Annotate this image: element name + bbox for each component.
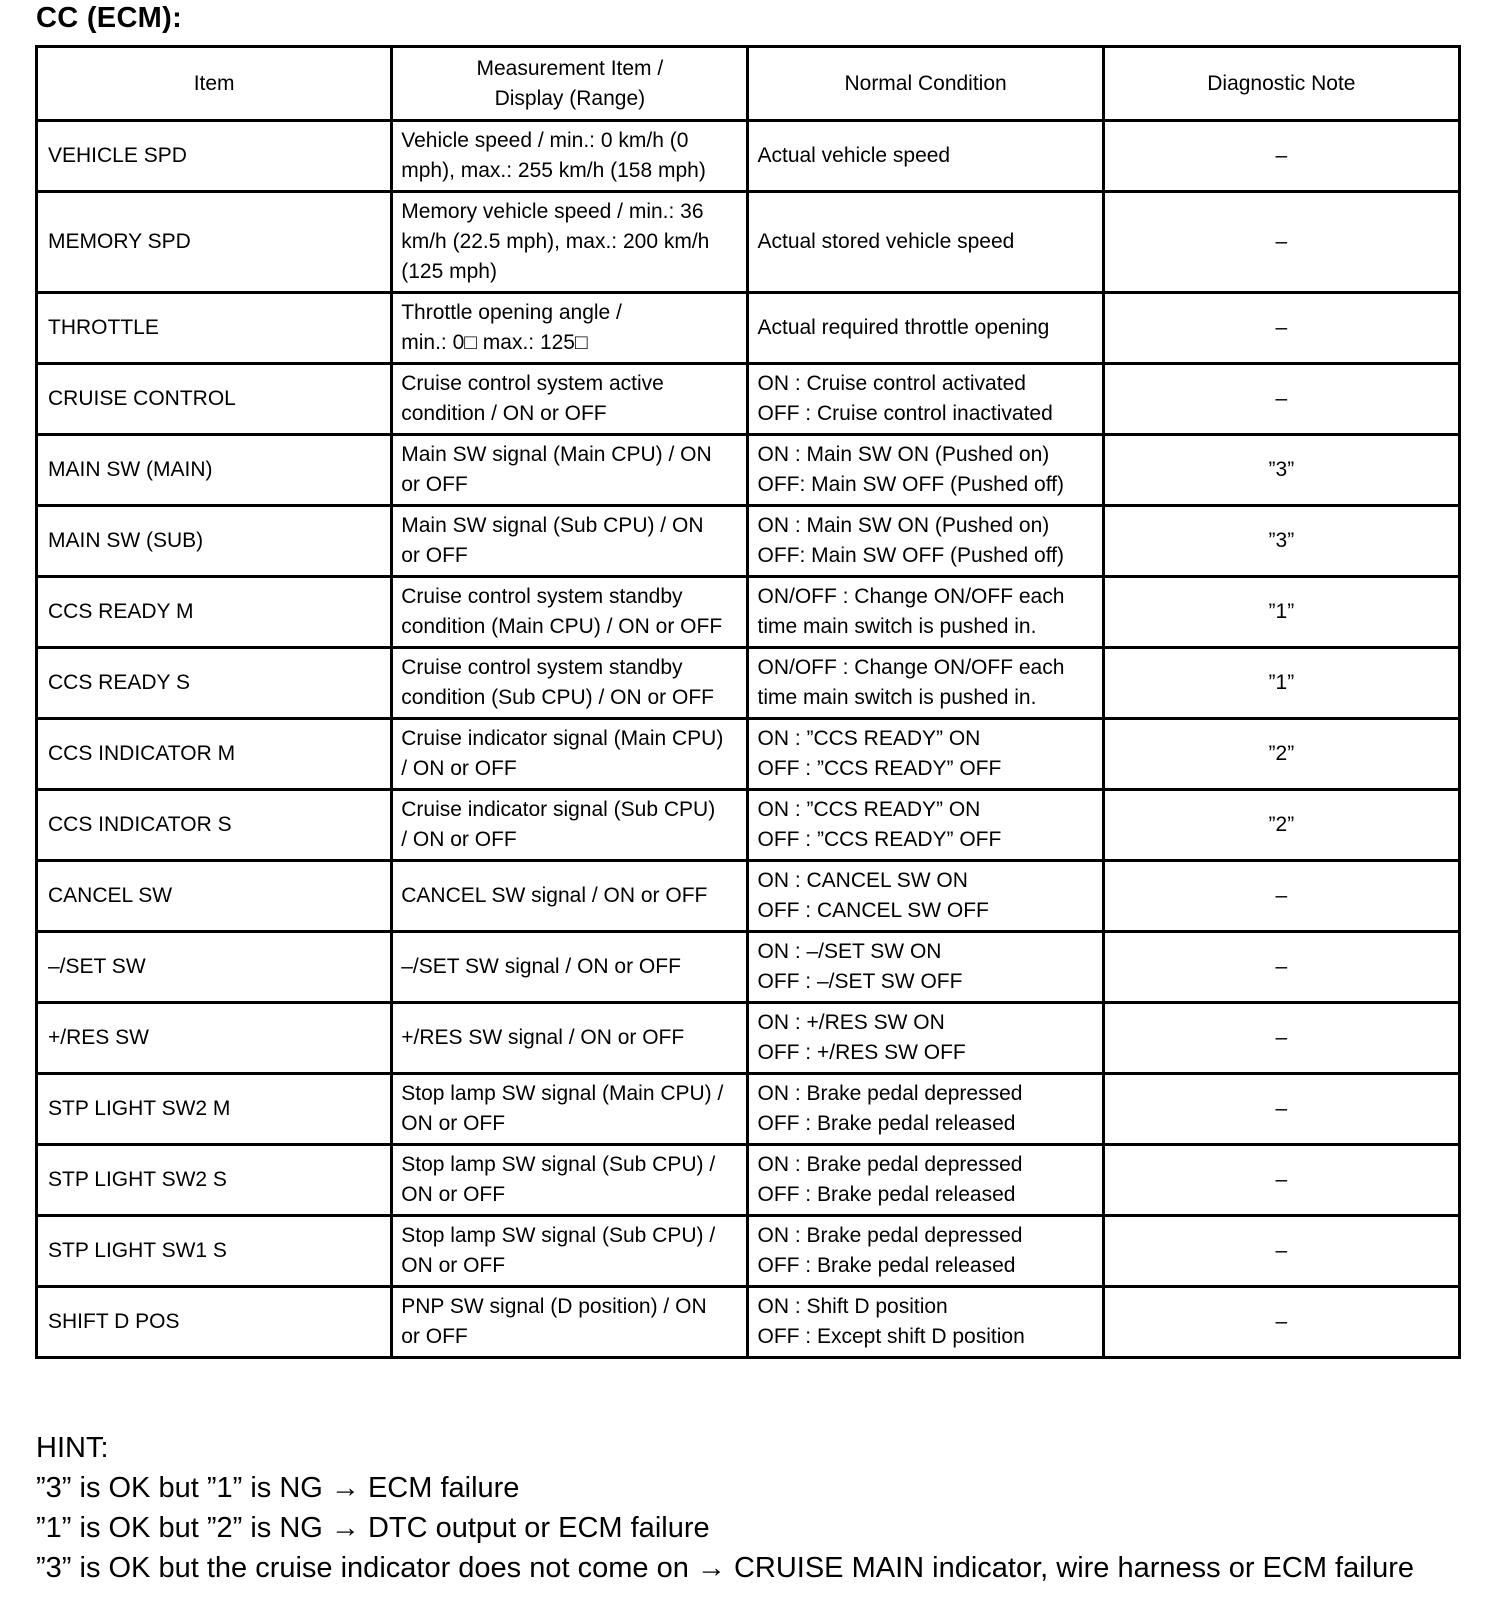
normal-condition-line: time main switch is pushed in.	[757, 686, 1037, 709]
normal-condition-line: ON : Shift D position	[757, 1295, 948, 1318]
measurement-line: Stop lamp SW signal (Sub CPU) /	[401, 1224, 716, 1247]
diagnostic-note-cell: ”2”	[1103, 790, 1459, 861]
measurement-cell	[392, 121, 748, 192]
normal-condition-line: OFF : CANCEL SW OFF	[757, 899, 989, 922]
normal-condition-cell	[748, 861, 1103, 932]
diagnostic-note-cell: –	[1103, 293, 1459, 364]
normal-condition-line: ON : Cruise control activated	[757, 372, 1026, 395]
measurement-cell	[392, 932, 748, 1003]
item-cell: CCS INDICATOR S	[37, 790, 392, 861]
normal-condition-line: OFF : ”CCS READY” OFF	[757, 757, 1002, 780]
diagnostic-note-cell: –	[1103, 861, 1459, 932]
normal-condition-line: ON : –/SET SW ON	[757, 940, 942, 963]
measurement-cell	[392, 192, 748, 293]
measurement-line: Cruise indicator signal (Main CPU)	[401, 727, 724, 750]
normal-condition-cell	[748, 435, 1103, 506]
diagnostic-note-cell: –	[1103, 1145, 1459, 1216]
normal-condition-cell	[748, 719, 1103, 790]
normal-condition-line: ON : Main SW ON (Pushed on)	[757, 443, 1050, 466]
normal-condition-line: Actual required throttle opening	[757, 316, 1050, 339]
measurement-line: min.: 0□ max.: 125□	[401, 331, 588, 354]
header-item: Item	[37, 47, 392, 121]
normal-condition-cell	[748, 648, 1103, 719]
table-row	[37, 932, 1460, 1003]
normal-condition-line: ON : +/RES SW ON	[757, 1011, 945, 1034]
item-cell: CCS READY M	[37, 577, 392, 648]
measurement-cell	[392, 790, 748, 861]
measurement-cell	[392, 1003, 748, 1074]
measurement-line: ON or OFF	[401, 1183, 506, 1206]
diagnostic-note-cell: –	[1103, 121, 1459, 192]
hint-line: ”1” is OK but ”2” is NG → DTC output or ECM failure	[36, 1512, 710, 1544]
normal-condition-line: ON : Brake pedal depressed	[757, 1153, 1023, 1176]
measurement-line: or OFF	[401, 544, 468, 567]
table-row	[37, 1074, 1460, 1145]
hint-line: ”3” is OK but the cruise indicator does not come on → CRUISE MAIN indicator, wire harness or ECM failure	[36, 1552, 1415, 1584]
table-row	[37, 364, 1460, 435]
diagnostic-note-cell: –	[1103, 364, 1459, 435]
normal-condition-line: ON : Main SW ON (Pushed on)	[757, 514, 1050, 537]
measurement-line: / ON or OFF	[401, 828, 517, 851]
measurement-line: condition / ON or OFF	[401, 402, 607, 425]
measurement-line: +/RES SW signal / ON or OFF	[401, 1026, 685, 1049]
table-row	[37, 1145, 1460, 1216]
diagnostic-note-cell: –	[1103, 192, 1459, 293]
measurement-line: –/SET SW signal / ON or OFF	[401, 955, 681, 978]
item-cell: SHIFT D POS	[37, 1287, 392, 1358]
page-title: CC (ECM):	[36, 2, 183, 34]
measurement-cell	[392, 293, 748, 364]
normal-condition-line: ON/OFF : Change ON/OFF each	[757, 656, 1065, 679]
diagnostic-note-cell: –	[1103, 1003, 1459, 1074]
measurement-line: Cruise indicator signal (Sub CPU)	[401, 798, 716, 821]
measurement-line: Main SW signal (Main CPU) / ON	[401, 443, 712, 466]
measurement-line: ON or OFF	[401, 1254, 506, 1277]
measurement-line: ON or OFF	[401, 1112, 506, 1135]
normal-condition-line: OFF : –/SET SW OFF	[757, 970, 963, 993]
normal-condition-cell	[748, 1074, 1103, 1145]
table-row	[37, 1003, 1460, 1074]
hint-line: ”3” is OK but ”1” is NG → ECM failure	[36, 1472, 520, 1504]
diagnostic-note-cell: –	[1103, 1074, 1459, 1145]
diagnostic-note-cell: –	[1103, 1287, 1459, 1358]
measurement-line: PNP SW signal (D position) / ON	[401, 1295, 707, 1318]
item-cell: CCS READY S	[37, 648, 392, 719]
item-cell: MEMORY SPD	[37, 192, 392, 293]
measurement-cell	[392, 577, 748, 648]
normal-condition-cell	[748, 932, 1103, 1003]
header-diagnostic-note: Diagnostic Note	[1103, 47, 1459, 121]
normal-condition-line: OFF : ”CCS READY” OFF	[757, 828, 1002, 851]
hint-section	[36, 1428, 1414, 1588]
measurement-line: Vehicle speed / min.: 0 km/h (0	[401, 129, 689, 152]
normal-condition-cell	[748, 506, 1103, 577]
item-cell: MAIN SW (SUB)	[37, 506, 392, 577]
table-row	[37, 293, 1460, 364]
table-row	[37, 1216, 1460, 1287]
table-row	[37, 861, 1460, 932]
measurement-line: Cruise control system standby	[401, 656, 683, 679]
measurement-line: Memory vehicle speed / min.: 36	[401, 200, 704, 223]
item-cell: STP LIGHT SW2 M	[37, 1074, 392, 1145]
table-header-row	[37, 47, 1460, 121]
measurement-line: condition (Sub CPU) / ON or OFF	[401, 686, 714, 709]
diagnostic-note-cell: ”3”	[1103, 506, 1459, 577]
measurement-cell	[392, 719, 748, 790]
item-cell: MAIN SW (MAIN)	[37, 435, 392, 506]
table-row	[37, 648, 1460, 719]
normal-condition-cell	[748, 121, 1103, 192]
normal-condition-line: ON : Brake pedal depressed	[757, 1082, 1023, 1105]
normal-condition-line: Actual vehicle speed	[757, 144, 951, 167]
normal-condition-cell	[748, 1216, 1103, 1287]
measurement-line: / ON or OFF	[401, 757, 517, 780]
item-cell: VEHICLE SPD	[37, 121, 392, 192]
header-measurement	[392, 47, 748, 121]
normal-condition-cell	[748, 1145, 1103, 1216]
normal-condition-cell	[748, 364, 1103, 435]
measurement-line: CANCEL SW signal / ON or OFF	[401, 884, 708, 907]
normal-condition-cell	[748, 1287, 1103, 1358]
normal-condition-line: ON : Brake pedal depressed	[757, 1224, 1023, 1247]
item-cell: STP LIGHT SW1 S	[37, 1216, 392, 1287]
measurement-cell	[392, 1074, 748, 1145]
item-cell: CCS INDICATOR M	[37, 719, 392, 790]
item-cell: THROTTLE	[37, 293, 392, 364]
normal-condition-cell	[748, 1003, 1103, 1074]
diagnostic-note-cell: ”1”	[1103, 648, 1459, 719]
item-cell: +/RES SW	[37, 1003, 392, 1074]
table-row	[37, 790, 1460, 861]
measurement-line: Cruise control system standby	[401, 585, 683, 608]
item-cell: STP LIGHT SW2 S	[37, 1145, 392, 1216]
normal-condition-cell	[748, 293, 1103, 364]
diagnostic-note-cell: –	[1103, 932, 1459, 1003]
measurement-cell	[392, 861, 748, 932]
item-cell: CANCEL SW	[37, 861, 392, 932]
normal-condition-line: time main switch is pushed in.	[757, 615, 1037, 638]
table-row	[37, 719, 1460, 790]
diagnostic-note-cell: ”1”	[1103, 577, 1459, 648]
measurement-line: km/h (22.5 mph), max.: 200 km/h	[401, 230, 710, 253]
table-row	[37, 192, 1460, 293]
normal-condition-line: OFF: Main SW OFF (Pushed off)	[757, 473, 1064, 496]
normal-condition-cell	[748, 790, 1103, 861]
header-normal-condition: Normal Condition	[748, 47, 1103, 121]
diagnostic-note-cell: ”3”	[1103, 435, 1459, 506]
header-measurement-line2: Display (Range)	[494, 86, 646, 110]
header-measurement-line1: Measurement Item /	[476, 56, 664, 80]
normal-condition-line: OFF : Brake pedal released	[757, 1183, 1016, 1206]
measurement-cell	[392, 648, 748, 719]
measurement-line: Stop lamp SW signal (Sub CPU) /	[401, 1153, 716, 1176]
measurement-line: mph), max.: 255 km/h (158 mph)	[401, 159, 706, 182]
measurement-line: Throttle opening angle /	[401, 301, 622, 324]
measurement-line: Cruise control system active	[401, 372, 664, 395]
table-row	[37, 577, 1460, 648]
normal-condition-line: Actual stored vehicle speed	[757, 230, 1015, 253]
measurement-line: condition (Main CPU) / ON or OFF	[401, 615, 723, 638]
normal-condition-line: OFF: Main SW OFF (Pushed off)	[757, 544, 1064, 567]
data-list-table	[35, 45, 1461, 1359]
table-row	[37, 1287, 1460, 1358]
measurement-cell	[392, 506, 748, 577]
measurement-line: or OFF	[401, 473, 468, 496]
measurement-cell	[392, 364, 748, 435]
measurement-line: (125 mph)	[401, 260, 497, 283]
measurement-cell	[392, 1145, 748, 1216]
normal-condition-line: OFF : +/RES SW OFF	[757, 1041, 966, 1064]
measurement-cell	[392, 1216, 748, 1287]
normal-condition-line: OFF : Cruise control inactivated	[757, 402, 1053, 425]
normal-condition-line: ON/OFF : Change ON/OFF each	[757, 585, 1065, 608]
table-row	[37, 435, 1460, 506]
normal-condition-cell	[748, 577, 1103, 648]
item-cell: CRUISE CONTROL	[37, 364, 392, 435]
hint-label: HINT:	[36, 1432, 109, 1464]
measurement-cell	[392, 1287, 748, 1358]
normal-condition-line: ON : CANCEL SW ON	[757, 869, 968, 892]
measurement-line: or OFF	[401, 1325, 468, 1348]
table-row	[37, 121, 1460, 192]
normal-condition-line: OFF : Brake pedal released	[757, 1112, 1016, 1135]
measurement-cell	[392, 435, 748, 506]
normal-condition-cell	[748, 192, 1103, 293]
measurement-line: Stop lamp SW signal (Main CPU) /	[401, 1082, 724, 1105]
table-row	[37, 506, 1460, 577]
diagnostic-note-cell: –	[1103, 1216, 1459, 1287]
normal-condition-line: ON : ”CCS READY” ON	[757, 798, 981, 821]
normal-condition-line: OFF : Brake pedal released	[757, 1254, 1016, 1277]
normal-condition-line: OFF : Except shift D position	[757, 1325, 1025, 1348]
normal-condition-line: ON : ”CCS READY” ON	[757, 727, 981, 750]
item-cell: –/SET SW	[37, 932, 392, 1003]
diagnostic-note-cell: ”2”	[1103, 719, 1459, 790]
measurement-line: Main SW signal (Sub CPU) / ON	[401, 514, 704, 537]
